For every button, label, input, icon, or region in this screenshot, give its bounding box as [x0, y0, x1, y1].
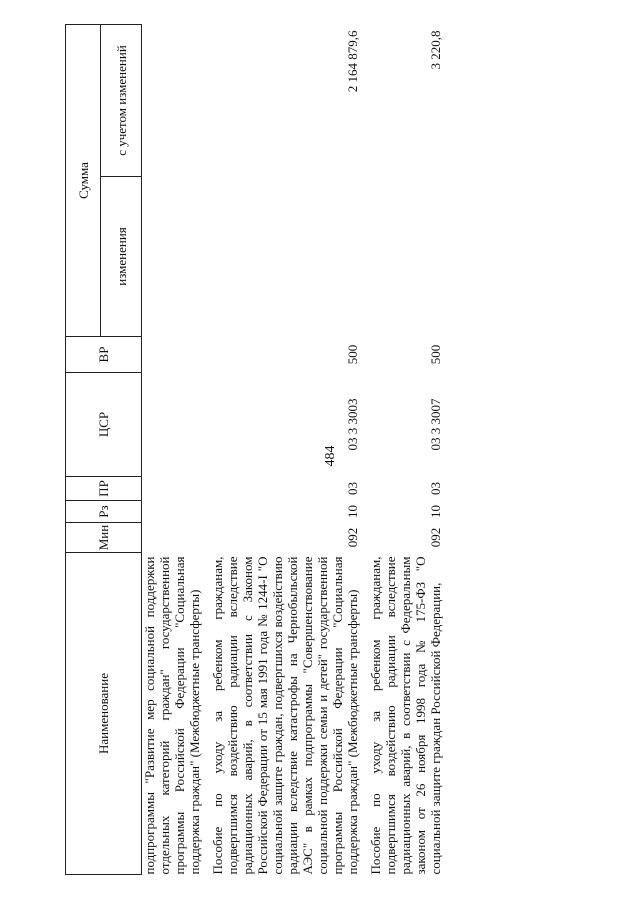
row-changes [368, 177, 443, 337]
row-csr [142, 373, 203, 477]
row-changes [142, 177, 203, 337]
page-number: 484 [323, 445, 338, 467]
row-name: подпрограммы "Развитие мер социальной поддержки отдельных категорий граждан" государственной программы Российской Федерации "Социальная поддержка граждан" (Межбюджетные трансферты) [142, 556, 202, 875]
header-pr: ПР [66, 477, 142, 501]
row-vr: 500 [428, 344, 443, 365]
table-row [142, 25, 203, 875]
header-rz: Рз [66, 501, 142, 523]
header-with-changes: с учетом изменений [101, 25, 142, 177]
row-csr: 03 3 3007 [428, 398, 443, 451]
budget-table [65, 24, 443, 875]
row-pr [142, 477, 203, 501]
row-rz: 10 [428, 505, 443, 518]
header-name: Наименование [66, 553, 142, 875]
row-min: 092 [345, 527, 360, 548]
row-pr: 03 [345, 482, 360, 495]
header-csr: ЦСР [66, 373, 142, 477]
row-csr: 03 3 3003 [345, 398, 360, 451]
header-min: Мин [66, 523, 142, 553]
row-with-changes: 2 164 879,6 [345, 30, 360, 93]
row-name: Пособие по уходу за ребенком гражданам, подвергшимся воздействию радиации вследствие радиационных аварий, в соответствии с Законом Российской Федерации от 15 мая 1991 года № 1244-I "О социальной защите граждан, подвергшихся воздействию радиации вследствие катастрофы на Чернобыльской АЭС" в рамках подпрограммы "Совершенствование социальной поддержки семьи и детей" государственной программы Российской Федерации "Социальная поддержка граждан" (Межбюджетные трансферты) [210, 556, 360, 875]
table-header [66, 25, 142, 875]
row-rz: 10 [345, 505, 360, 518]
row-with-changes: 3 220,8 [428, 30, 443, 70]
rotated-table-area [65, 25, 605, 875]
row-with-changes [142, 25, 203, 177]
row-min: 092 [428, 527, 443, 548]
table-row [210, 25, 360, 875]
header-sum: Сумма [66, 25, 101, 337]
row-vr [142, 337, 203, 373]
header-changes: изменения [101, 177, 142, 337]
row-rz [142, 501, 203, 523]
row-vr: 500 [345, 344, 360, 365]
table-body [142, 25, 444, 875]
row-name: Пособие по уходу за ребенком гражданам, подвергшимся воздействию радиации вследствие радиационных аварий, в соответствии с Федеральным законом от 26 ноября 1998 года № 175-ФЗ "О социальной защите граждан Российской Федерации, [368, 556, 443, 875]
header-vr: ВР [66, 337, 142, 373]
row-changes [210, 177, 360, 337]
row-pr: 03 [428, 482, 443, 495]
table-row [368, 25, 443, 875]
row-min [142, 523, 203, 553]
